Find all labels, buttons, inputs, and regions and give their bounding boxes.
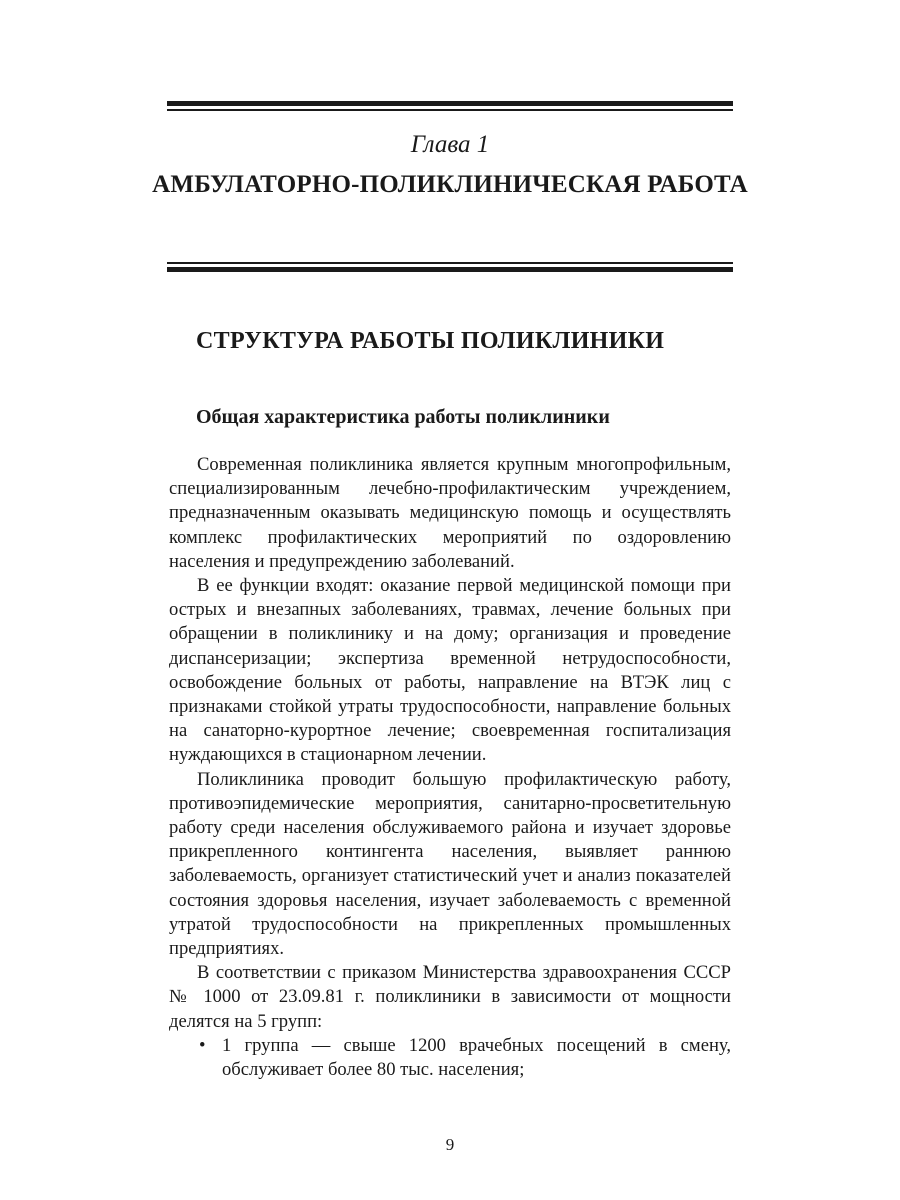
bullet-icon: • (199, 1034, 206, 1056)
chapter-bottom-rule (167, 262, 733, 272)
body-text (169, 453, 731, 1082)
chapter-top-rule (167, 101, 733, 111)
list-item-text: 1 группа — свыше 1200 врачебных посещений в смену, обслуживает более 80 тыс. населения; (222, 1034, 731, 1081)
paragraph: Поликлиника проводит большую профилактическую работу, противоэпидемические мероприятия, санитарно-просветительную работу среди населения обслуживаемого района и изучает здоровье прикрепленного контингента населения, выявляет раннюю заболеваемость, организует статистический учет и анализ показателей состояния здоровья населения, изучает заболеваемость с временной утратой трудоспособности на прикрепленных промышленных предприятиях. (169, 768, 731, 960)
chapter-label: Глава 1 (410, 131, 490, 158)
list-item (169, 1034, 731, 1082)
paragraph: Современная поликлиника является крупным многопрофильным, специализированным лечебно-профилактическим учреждением, предназначенным оказывать медицинскую помощь и осуществлять комплекс профилактических мероприятий по оздоровлению населения и предупреждению заболеваний. (169, 454, 731, 572)
subsection-title: Общая характеристика работы поликлиники (196, 406, 610, 428)
paragraph: В ее функции входят: оказание первой медицинской помощи при острых и внезапных заболеваниях, травмах, лечение больных при обращении в поликлинику и на дому; организация и проведение диспансеризации; экспертиза временной нетрудоспособности, освобождение больных от работы, направление на ВТЭК лиц с признаками стойкой утраты трудоспособности, направление больных на санаторно-курортное лечение; своевременная госпитализация нуждающихся в стационарном лечении. (169, 575, 731, 766)
chapter-title: АМБУЛАТОРНО-ПОЛИКЛИНИЧЕСКАЯ РАБОТА (152, 171, 748, 198)
bullet-list (169, 1034, 731, 1082)
page-number: 9 (445, 1135, 455, 1154)
section-title: СТРУКТУРА РАБОТЫ ПОЛИКЛИНИКИ (196, 328, 665, 354)
paragraph: В соответствии с приказом Министерства здравоохранения СССР № 1000 от 23.09.81 г. поликлиники в зависимости от мощности делятся на 5 групп: (169, 962, 731, 1032)
